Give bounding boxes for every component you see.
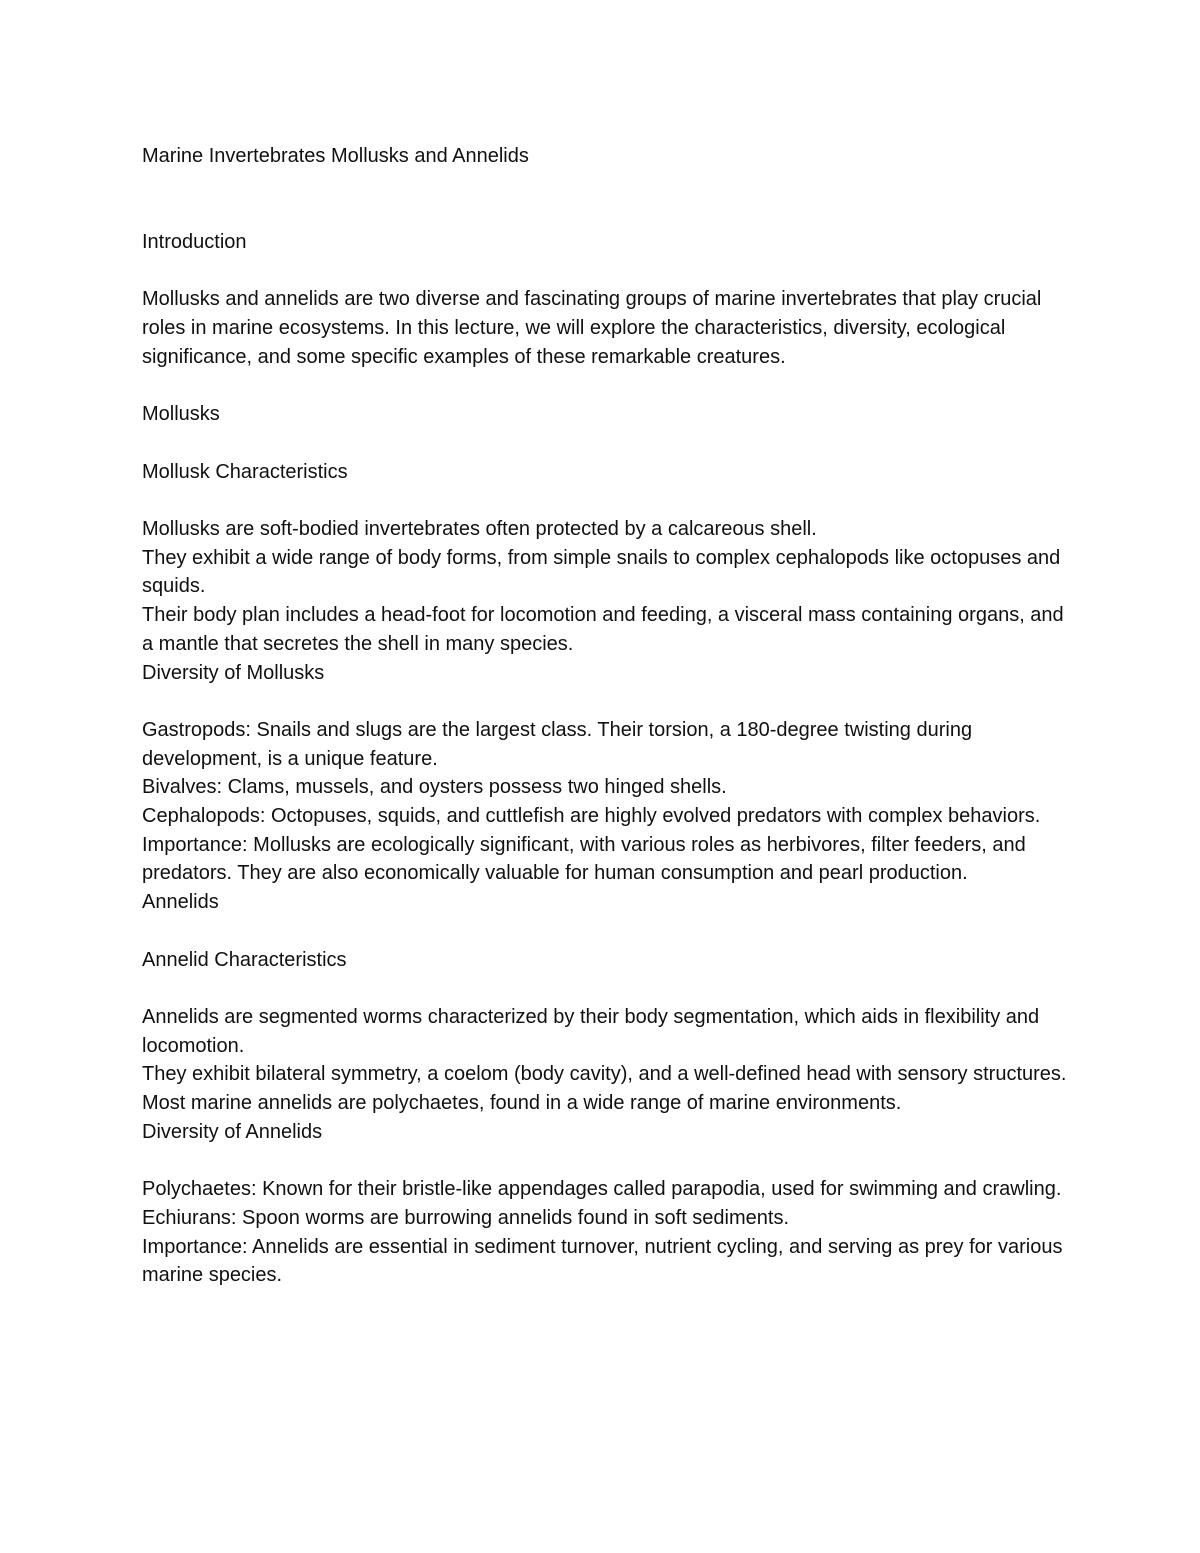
annelid-diversity-item: Importance: Annelids are essential in sediment turnover, nutrient cycling, and serving as prey for various marine species. <box>142 1235 1063 1287</box>
annelid-characteristics-heading: Annelid Characteristics <box>142 948 347 971</box>
mollusk-diversity-item: Importance: Mollusks are ecologically significant, with various roles as herbivores, filter feeders, and predators. They are also economically valuable for human consumption and pearl production. <box>142 833 1026 885</box>
annelid-diversity-item: Echiurans: Spoon worms are burrowing annelids found in soft sediments. <box>142 1206 790 1229</box>
mollusk-characteristic-item: Mollusks are soft-bodied invertebrates often protected by a calcareous shell. <box>142 518 817 541</box>
intro-heading: Introduction <box>142 231 247 254</box>
annelid-diversity-item: Polychaetes: Known for their bristle-like appendages called parapodia, used for swimming and crawling. <box>142 1178 1062 1201</box>
annelid-characteristic-item: Most marine annelids are polychaetes, found in a wide range of marine environments. <box>142 1092 902 1115</box>
annelid-characteristic-item: They exhibit bilateral symmetry, a coelom (body cavity), and a well-defined head with sensory structures. <box>142 1063 1067 1086</box>
document-body <box>142 142 1072 1290</box>
annelid-characteristic-item: Annelids are segmented worms characterized by their body segmentation, which aids in flexibility and locomotion. <box>142 1005 1040 1057</box>
intro-paragraph: Mollusks and annelids are two diverse and fascinating groups of marine invertebrates that play crucial roles in marine ecosystems. In this lecture, we will explore the characteristics, diversity, ecological significance, and some specific examples of these remarkable creatures. <box>142 288 1042 368</box>
mollusks-heading: Mollusks <box>142 403 220 426</box>
annelids-heading: Annelids <box>142 891 219 914</box>
mollusk-characteristic-item: They exhibit a wide range of body forms, from simple snails to complex cephalopods like octopuses and squids. <box>142 546 1061 598</box>
mollusk-diversity-item: Bivalves: Clams, mussels, and oysters possess two hinged shells. <box>142 776 727 799</box>
document-title: Marine Invertebrates Mollusks and Annelids <box>142 145 529 167</box>
annelid-diversity-heading: Diversity of Annelids <box>142 1120 323 1143</box>
mollusk-characteristic-item: Their body plan includes a head-foot for locomotion and feeding, a visceral mass containing organs, and a mantle that secretes the shell in many species. <box>142 604 1064 655</box>
mollusk-characteristics-heading: Mollusk Characteristics <box>142 460 348 483</box>
mollusk-diversity-item: Gastropods: Snails and slugs are the largest class. Their torsion, a 180-degree twisting during development, is a unique feature. <box>142 718 973 770</box>
mollusk-diversity-item: Cephalopods: Octopuses, squids, and cuttlefish are highly evolved predators with complex behaviors. <box>142 805 1041 828</box>
mollusk-diversity-heading: Diversity of Mollusks <box>142 661 325 684</box>
